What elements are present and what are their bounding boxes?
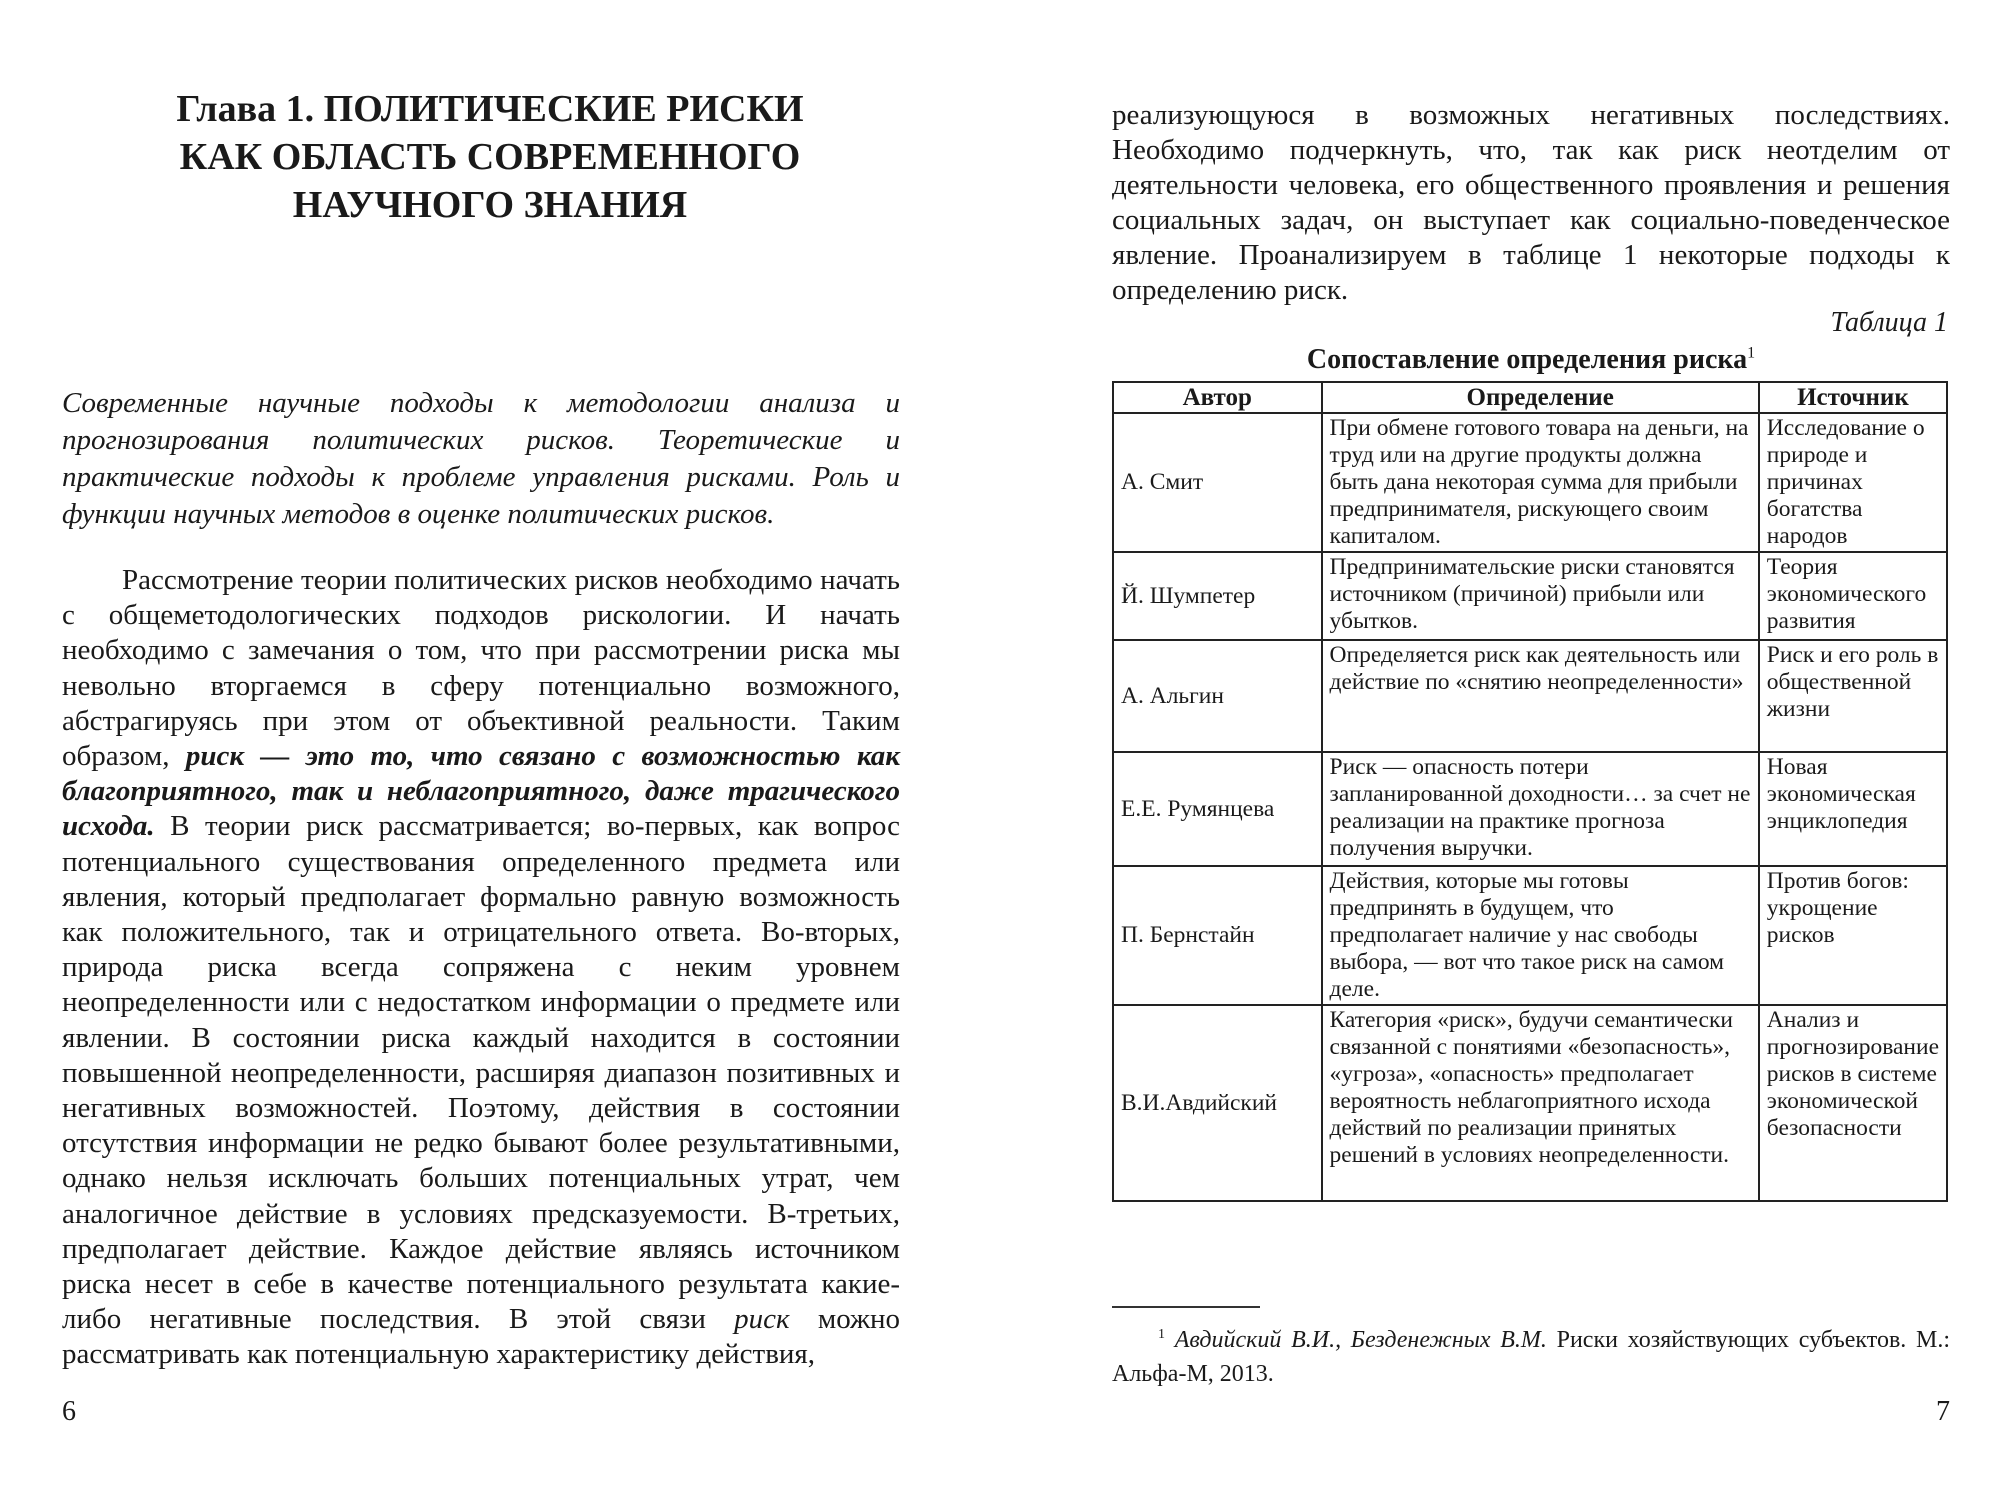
cell-author: В.И.Авдийский xyxy=(1113,1005,1322,1201)
table-label: Таблица 1 xyxy=(1830,307,1948,338)
footnote-authors: Авдийский В.И., Безденежных В.М. xyxy=(1174,1327,1547,1353)
chapter-abstract: Современные научные подходы к методологии анализа и прогнозирования политических рисков. Теоретические и практические подходы к проблеме управления рисками. Роль и функции научных методов в оценке политических рисков. xyxy=(62,387,900,530)
body-text-segment: Рассмотрение теории политических рисков необходимо начать с общеметодологических подходов рискологии. И начать необходимо с замечания о том, что при рассмотрении риска мы невольно вторгаемся в сферу потенциально возможного, абстрагируясь при этом от объективной реальности. Таким образом, xyxy=(62,564,900,773)
cell-source: Теория экономического развития xyxy=(1759,552,1947,640)
definitions-table xyxy=(1112,381,1948,1202)
cell-definition: При обмене готового товара на деньги, на труд или на другие продукты должна быть дана некоторая сумма для прибыли предпринимателя, рискующего своим капиталом. xyxy=(1322,413,1759,552)
footnote-divider xyxy=(1112,1306,1260,1308)
table-title xyxy=(1112,344,1950,376)
header-author: Автор xyxy=(1113,382,1322,413)
body-paragraph xyxy=(62,563,900,1373)
cell-author: Й. Шумпетер xyxy=(1113,552,1322,640)
cell-author: Е.Е. Румянцева xyxy=(1113,752,1322,866)
header-source: Источник xyxy=(1759,382,1947,413)
chapter-title-line: Глава 1. ПОЛИТИЧЕСКИЕ РИСКИ xyxy=(176,88,804,130)
footnote-number: 1 xyxy=(1158,1327,1165,1342)
table-header-row xyxy=(1113,382,1947,413)
cell-source: Против богов: укрощение рисков xyxy=(1759,866,1947,1005)
continuation-paragraph: реализующуюся в возможных негативных последствиях. Необходимо подчеркнуть, что, так как риск неотделим от деятельности человека, его общественного проявления и решения социальных задач, он выступает как социально-поведенческое явление. Проанализируем в таблице 1 некоторые подходы к определению риск. xyxy=(1112,99,1950,306)
italic-term: риск xyxy=(734,1303,790,1336)
cell-definition: Действия, которые мы готовы предпринять в будущем, что предполагает наличие у нас свободы выбора, — вот что такое риск на самом деле. xyxy=(1322,866,1759,1005)
table-row xyxy=(1113,640,1947,752)
cell-author: П. Бернстайн xyxy=(1113,866,1322,1005)
table-row xyxy=(1113,752,1947,866)
cell-definition: Риск — опасность потери запланированной доходности… за счет не реализации на практике прогноза получения выручки. xyxy=(1322,752,1759,866)
table-row xyxy=(1113,413,1947,552)
emphasis-definition: — это то, что связано с возможностью как благоприятного, так и неблагоприятного, даже трагического исхода. xyxy=(62,740,900,843)
table-row xyxy=(1113,1005,1947,1201)
body-text xyxy=(62,563,900,1373)
footnote-marker: 1 xyxy=(1747,344,1756,362)
chapter-title-line: НАУЧНОГО ЗНАНИЯ xyxy=(292,184,688,226)
table-row xyxy=(1113,866,1947,1005)
cell-definition: Категория «риск», будучи семантически связанной с понятиями «безопасность», «угроза», «опасность» предполагает вероятность неблагоприятного исхода действий по реализации принятых решений в условиях неопределенности. xyxy=(1322,1005,1759,1201)
cell-definition: Предпринимательские риски становятся источником (причиной) прибыли или убытков. xyxy=(1322,552,1759,640)
footnote-text: Риски хозяйствующих субъектов. М.: Альфа-М, 2013. xyxy=(1112,1327,1950,1387)
cell-source: Риск и его роль в общественной жизни xyxy=(1759,640,1947,752)
cell-source: Новая экономическая энциклопедия xyxy=(1759,752,1947,866)
page-number: 7 xyxy=(1936,1396,1950,1427)
footnote xyxy=(1112,1318,1950,1391)
header-definition: Определение xyxy=(1322,382,1759,413)
body-text-segment: можно рассматривать как потенциальную характеристику действия, xyxy=(62,1303,901,1371)
cell-author: А. Смит xyxy=(1113,413,1322,552)
cell-source: Анализ и прогнозирование рисков в системе экономической безопасности xyxy=(1759,1005,1947,1201)
body-text-segment: В теории риск рассматривается; во-первых, как вопрос потенциального существования определенного предмета или явления, который предполагает формально равную возможность как положительного, так и отрицательного ответа. Во-вторых, природа риска всегда сопряжена с неким уровнем неопределенности или с недостатком информации о предмете или явлении. В состоянии риска каждый находится в состоянии повышенной неопределенности, расширяя диапазон позитивных и негативных возможностей. Поэтому, действия в состоянии отсутствия информации не редко бывают более результативными, однако нельзя исключать больших потенциальных утрат, чем аналогичное действие в условиях предсказуемости. В-третьих, предполагает действие. Каждое действие являясь источником риска несет в себе в качестве потенциального результата какие-либо негативные последствия. В этой связи xyxy=(62,810,900,1336)
chapter-title-line: КАК ОБЛАСТЬ СОВРЕМЕННОГО xyxy=(179,136,801,178)
cell-source: Исследование о природе и причинах богатства народов xyxy=(1759,413,1947,552)
page-number: 6 xyxy=(62,1396,76,1427)
cell-author: А. Альгин xyxy=(1113,640,1322,752)
cell-definition: Определяется риск как деятельность или действие по «снятию неопределенности» xyxy=(1322,640,1759,752)
emphasis-word: риск xyxy=(185,740,245,773)
table-title-text: Сопоставление определения риска xyxy=(1306,344,1748,375)
table-row xyxy=(1113,552,1947,640)
right-page xyxy=(1000,0,2000,1494)
chapter-title xyxy=(150,85,830,229)
